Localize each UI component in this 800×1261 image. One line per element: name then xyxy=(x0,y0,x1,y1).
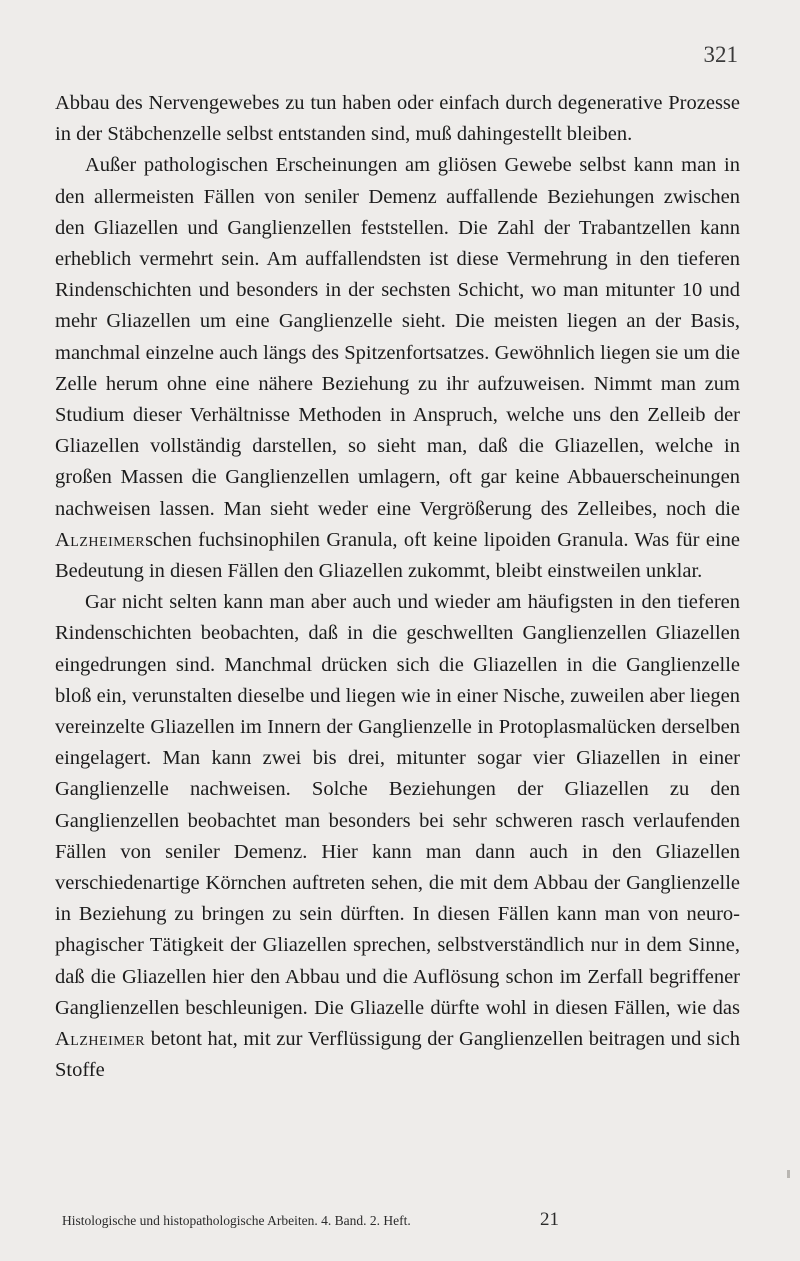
text-segment: Abbau des Nervengewebes zu tun haben oder einfach durch degenerative Prozesse in der Stäbchenzelle selbst entstanden sind, muß dahingestellt bleiben. xyxy=(55,92,740,146)
body-text xyxy=(55,88,740,1087)
footer-journal-line: Histologische und histopathologische Arbeiten. 4. Band. 2. Heft. xyxy=(62,1213,411,1228)
text-segment: Gar nicht selten kann man aber auch und wieder am häufigsten in den tieferen Rindenschichten beobachten, daß in die geschwellten Ganglienzellen Gliazellen eingedrungen sind. Manchmal drücken sich die Gliazellen in die Ganglienzelle bloß ein, verunstalten dieselbe und liegen wie in einer Nische, zuweilen aber liegen vereinzelte Gliazellen im Innern der Ganglienzelle in Protoplasmalücken derselben eingelagert. Man kann zwei bis drei, mitunter sogar vier Gliazellen in einer Ganglienzelle nachweisen. Solche Beziehungen der Gliazellen zu den Ganglienzellen beobachtet man besonders bei sehr schweren rasch verlaufenden Fällen von seniler Demenz. Hier kann man dann auch in den Gliazellen verschiedenartige Körnchen auftreten sehen, die mit dem Abbau der Ganglienzelle in Beziehung zu bringen zu sein dürften. In diesen Fällen kann man von neurophagischer Tätigkeit der Gliazellen sprechen, selbstverständlich nur in dem Sinne, daß die Gliazellen hier den Abbau und die Auflösung schon im Zerfall begriffener Ganglienzellen beschleunigen. Die Gliazelle dürfte wohl in diesen Fällen, wie das xyxy=(55,591,740,1019)
text-segment: betont hat, mit zur Verflüssigung der Ganglienzellen beitragen und sich Stoffe xyxy=(55,1028,740,1082)
paragraph xyxy=(55,150,740,587)
author-name-smallcaps: Alzheimer xyxy=(55,528,146,551)
footer-signature-mark: 21 xyxy=(540,1209,559,1230)
text-segment: Außer pathologischen Erscheinungen am gliösen Gewebe selbst kann man in den allermeisten Fällen von seniler Demenz auffallende Beziehungen zwischen den Gliazellen und Ganglienzellen feststellen. Die Zahl der Trabantzellen kann erheblich vermehrt sein. Am auffallendsten ist diese Vermehrung in den tieferen Rindenschichten und besonders in der sechsten Schicht, wo man mitunter 10 und mehr Gliazellen um eine Ganglienzelle sieht. Die meisten liegen an der Basis, manchmal einzelne auch längs des Spitzenfortsatzes. Gewöhnlich liegen sie um die Zelle herum ohne eine nähere Beziehung zu ihr aufzuweisen. Nimmt man zum Studium dieser Verhältnisse Methoden in Anspruch, welche uns den Zelleib der Gliazellen vollständig darstellen, so sieht man, daß die Gliazellen, welche in großen Massen die Ganglienzellen umlagern, oft gar keine Abbauerscheinungen nachweisen lassen. Man sieht weder eine Vergrößerung des Zelleibes, noch die xyxy=(55,154,740,520)
page-number: 321 xyxy=(703,42,738,67)
text-segment: schen fuchsinophilen Granula, oft keine lipoiden Granula. Was für eine Bedeutung in diesen Fällen den Gliazellen zukommt, bleibt einstweilen unklar. xyxy=(55,528,740,583)
author-name-smallcaps: Alzheimer xyxy=(55,1028,146,1051)
scan-edge-mark xyxy=(787,1170,790,1178)
paragraph xyxy=(55,88,740,150)
paragraph xyxy=(55,587,740,1086)
